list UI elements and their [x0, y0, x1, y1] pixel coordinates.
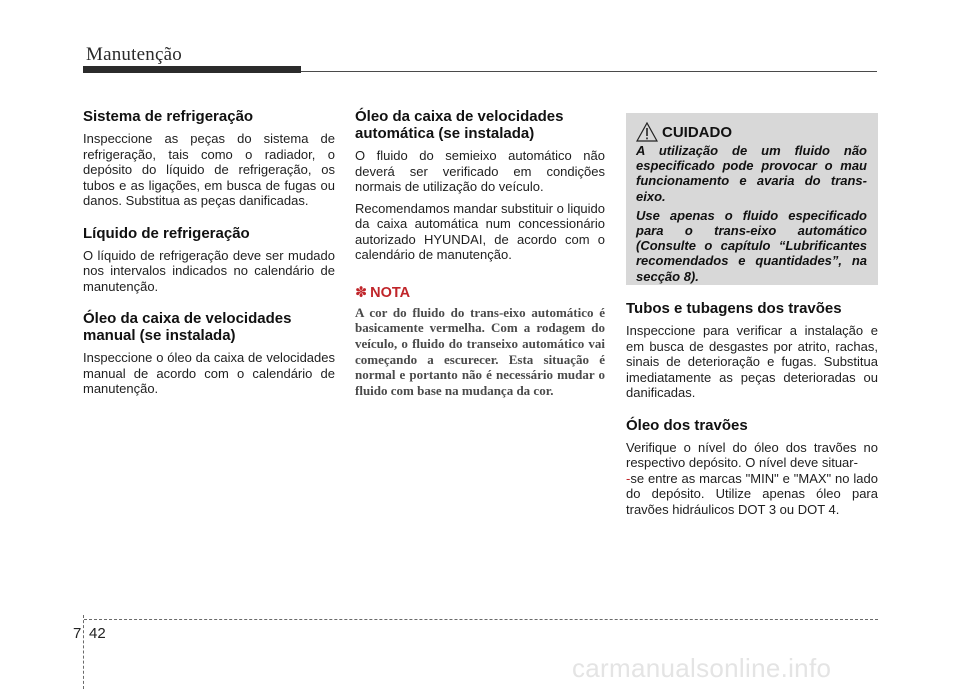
page-number: 42 — [89, 625, 106, 642]
caution-body — [636, 143, 867, 288]
section-body-brake-lines: Inspeccione para verificar a instalação e em busca de desgastes por atrito, rachas, sinais de deterioração e fugas. Substitua imediatamente as peças deterioradas ou danificadas. — [626, 323, 878, 400]
watermark: carmanualsonline.info — [572, 653, 832, 683]
section-body-brake-fluid — [626, 440, 878, 518]
footer-horizontal-rule — [84, 619, 878, 621]
section-body-coolant: O líquido de refrigeração deve ser mudado nos intervalos indicados no calendário de manutenção. — [83, 247, 335, 294]
brake-fluid-text-b: se entre as marcas "MIN" e "MAX" no lado do depósito. Utilize apenas óleo para travões hidráulicos DOT 3 ou DOT 4. — [626, 470, 878, 517]
nota-heading — [355, 285, 605, 301]
warning-triangle-icon — [636, 122, 658, 142]
header-rule — [301, 71, 877, 72]
section-title-manual-gearbox-oil: Óleo da caixa de velocidades manual (se instalada) — [83, 310, 292, 344]
caution-text-a: A utilização de um fluido não especificado pode provocar o mau funcionamento e avaria do trans-eixo. — [636, 143, 867, 204]
section-title-brake-fluid: Óleo dos travões — [626, 416, 748, 434]
nota-star-icon: ✽ — [355, 284, 368, 301]
section-body-automatic-gearbox-oil-a: O fluido do semieixo automático não deverá ser verificado em condições normais de utilização do veículo. — [355, 148, 605, 194]
nota-title: NOTA — [370, 284, 411, 301]
section-title-automatic-gearbox-oil: Óleo da caixa de velocidades automática (se instalada) — [355, 108, 564, 142]
section-body-manual-gearbox-oil: Inspeccione o óleo da caixa de velocidades manual de acordo com o calendário de manutenção. — [83, 350, 335, 396]
caution-header — [636, 122, 732, 142]
footer-vertical-rule — [83, 615, 85, 689]
caution-title: CUIDADO — [662, 123, 732, 141]
section-title-brake-lines: Tubos e tubagens dos travões — [626, 300, 842, 317]
header-bar — [83, 66, 301, 73]
page-header-title: Manutenção — [86, 44, 182, 65]
section-title-coolant: Líquido de refrigeração — [83, 224, 250, 242]
chapter-number: 7 — [73, 625, 82, 642]
column-1 — [83, 108, 335, 397]
caution-box — [626, 113, 878, 285]
section-body-cooling-system: Inspeccione as peças do sistema de refrigeração, tais como o radiador, o depósito do líquido de refrigeração, os tubos e as ligações, em busca de fugas ou danos. Substitua as peças danificadas. — [83, 131, 335, 208]
brake-fluid-dash: - — [626, 470, 631, 486]
column-2 — [355, 108, 605, 399]
caution-text-b: Use apenas o fluido especificado para o trans-eixo automático (Consulte o capítulo “Lubrificantes recomendados e quantidades”, na secção 8). — [636, 207, 867, 284]
nota-text: A cor do fluido do trans-eixo automático é basicamente vermelha. Com a rodagem do veículo, o fluido do transeixo automático vai começando a escurecer. Esta situação é normal e portanto não é necessário mudar o fluido com base na mudança da cor. — [355, 304, 605, 399]
brake-fluid-text-a: Verifique o nível do óleo dos travões no respectivo depósito. O nível deve situar- — [626, 439, 878, 470]
section-body-automatic-gearbox-oil-b: Recomendamos mandar substituir o liquido da caixa automática num concessionário autorizado HYUNDAI, de acordo com o calendário de manutenção. — [355, 200, 606, 262]
column-3 — [626, 300, 878, 517]
section-title-cooling-system: Sistema de refrigeração — [83, 108, 254, 125]
